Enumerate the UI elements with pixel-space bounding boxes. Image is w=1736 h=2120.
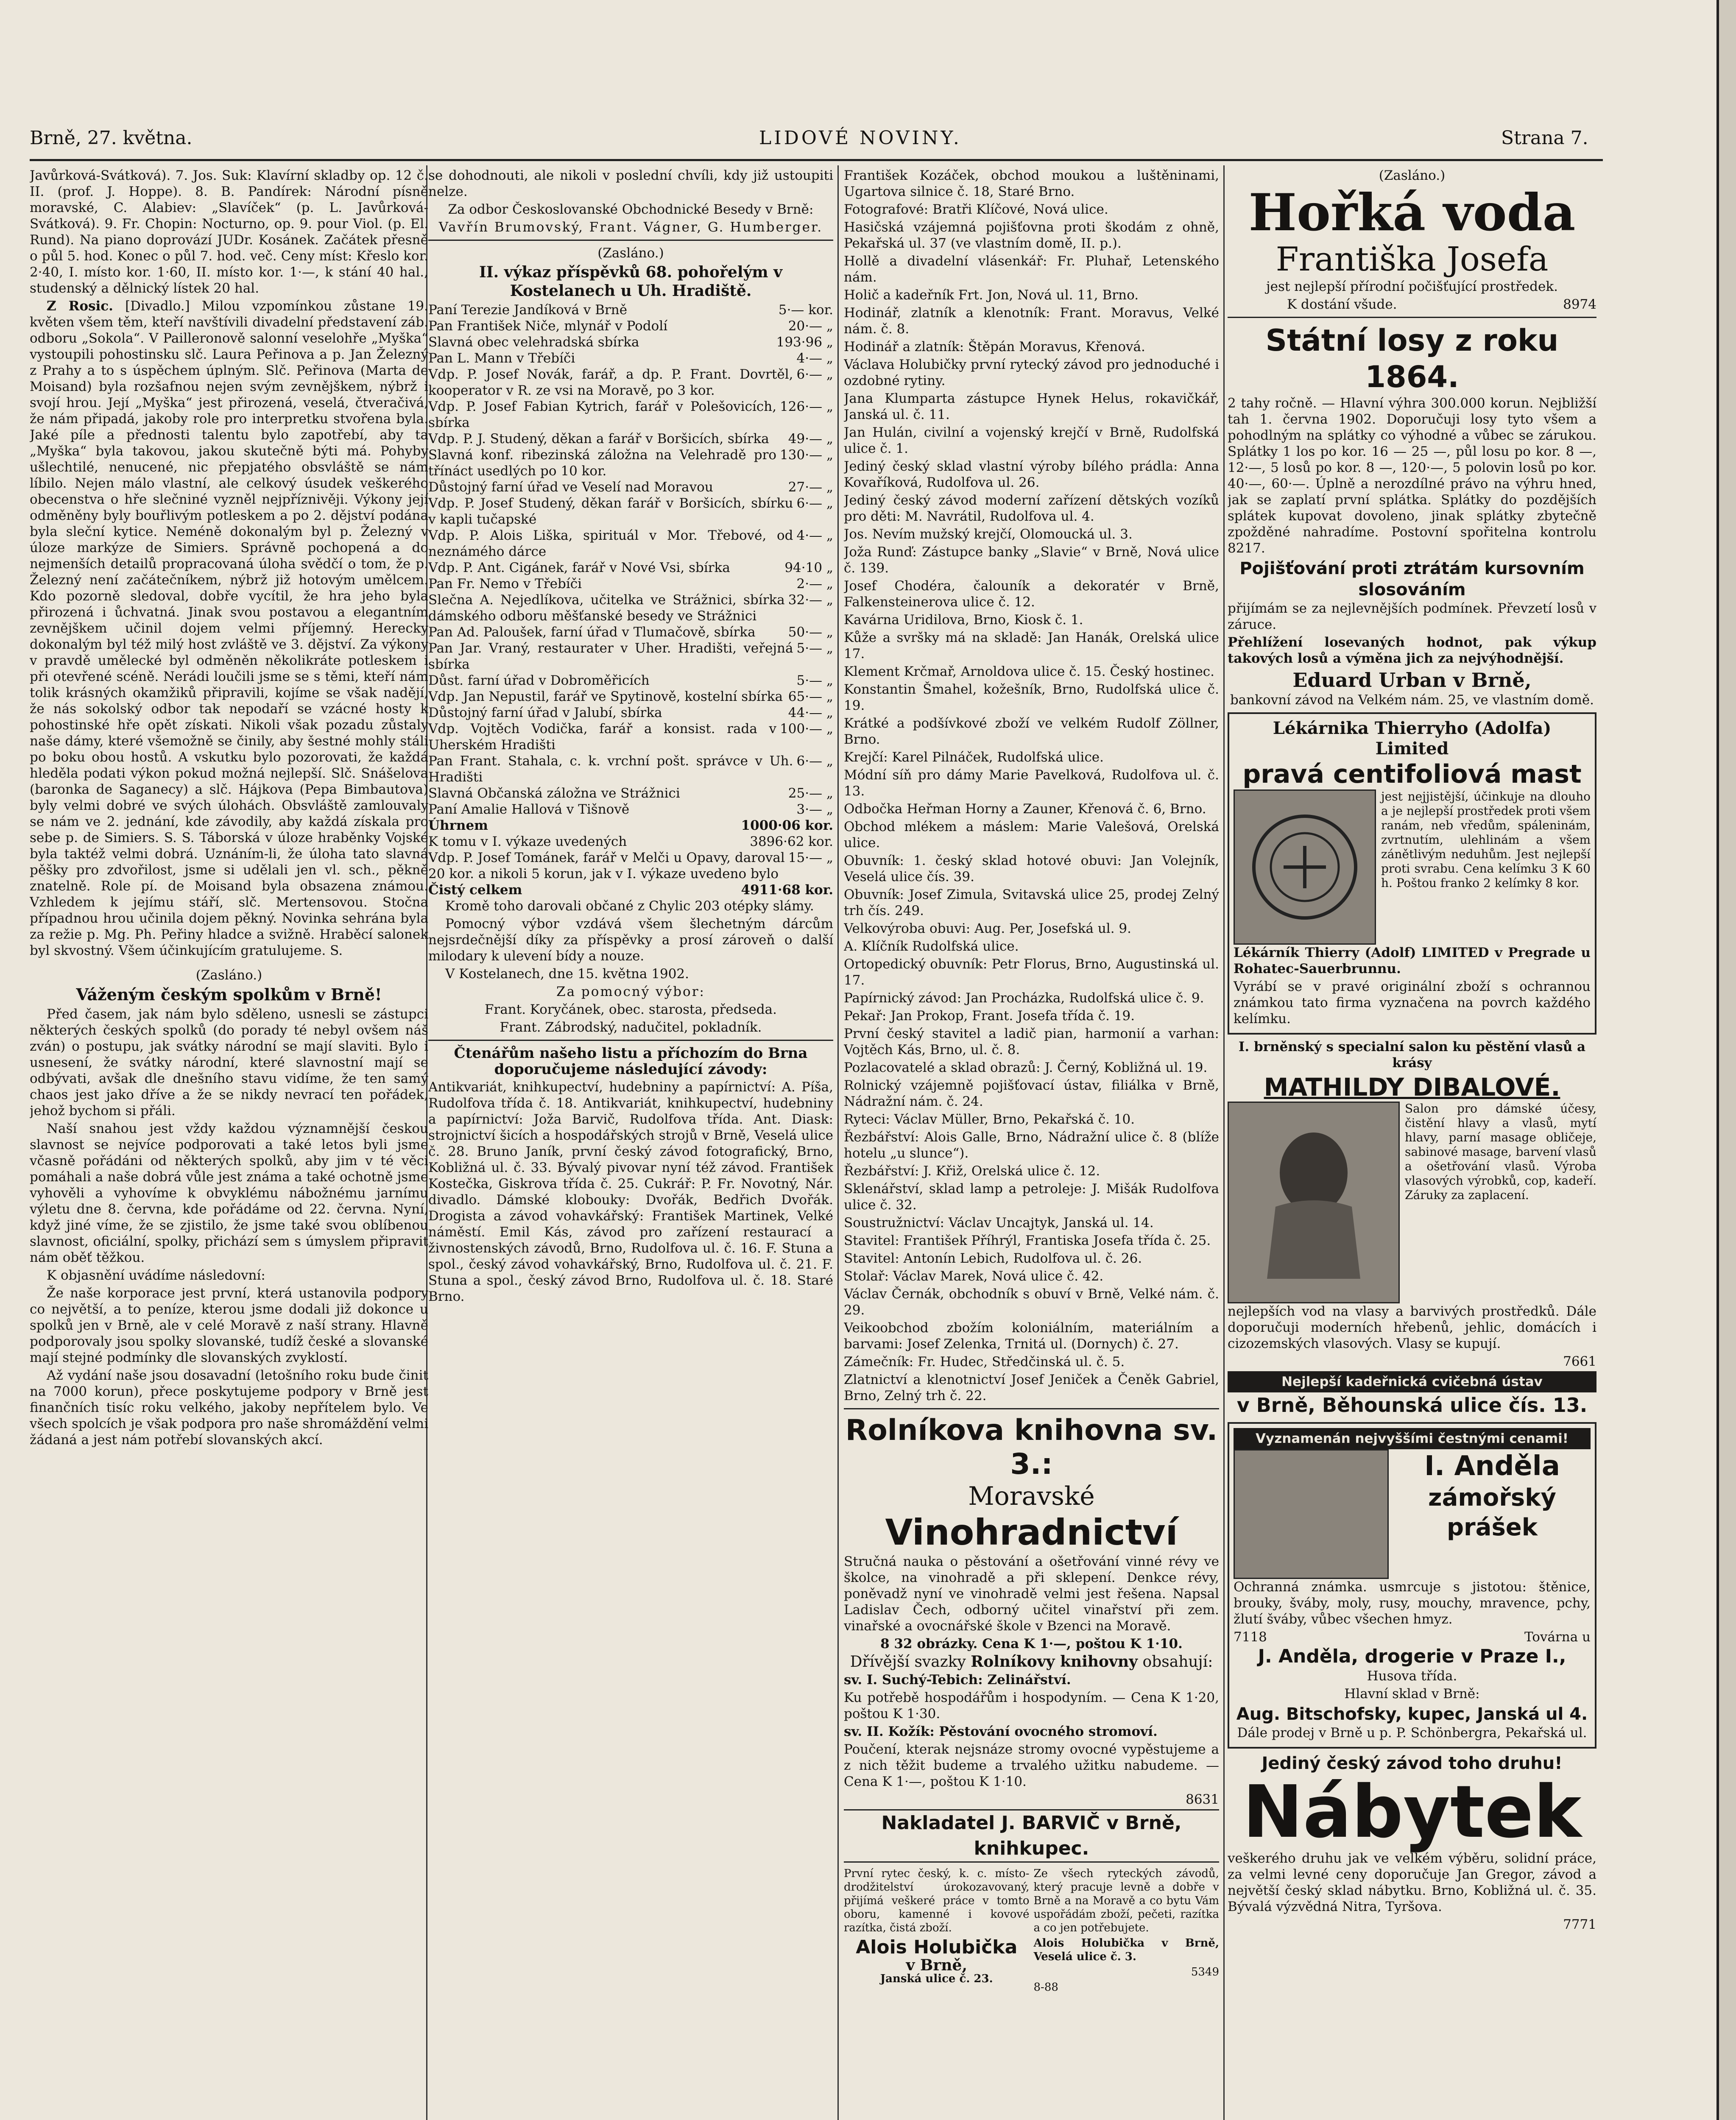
firm-entry: Soustružnictví: Václav Uncajtyk, Janská ul. 14. — [844, 1215, 1154, 1230]
straw-note: Kromě toho darovali občané z Chylic 203 otépky slámy. — [445, 898, 814, 914]
firm-entry: Kavárna Uridilova, Brno, Kiosk č. 1. — [844, 612, 1083, 628]
page-header — [30, 127, 1599, 157]
donor-name: Pan Frant. Stahala, c. k. vrchní pošt. správce v Uh. Hradišti — [428, 753, 793, 785]
donation-amount: 2·— „ — [796, 576, 833, 591]
holubicka-right — [1030, 1867, 1220, 1996]
firm-entry: Veikoobchod zbožím koloniálním, materiálním a barvami: Josef Zelenka, Trnitá ul. (Dornych) č. 27. — [844, 1320, 1219, 1352]
net-total-label: Čistý celkem — [428, 882, 522, 898]
firm-entry: Stavitel: Antonín Lebich, Rudolfova ul. č. 26. — [844, 1251, 1142, 1266]
firm-entry: Hodinář a zlatník: Štěpán Moravus, Křenová. — [844, 339, 1145, 354]
rosic-heading: Z Rosic. — [47, 298, 113, 314]
firm-entry: Hasičská vzájemná pojišťovna proti škodám z ohně, Pekařská ul. 37 (ve vlastním domě, II. p.). — [844, 220, 1219, 251]
closing-text: Až vydání naše jsou dosavadní (letošního roku bude činit na 7000 korun), přece poskytujeme podpory v Brně jest finančních tisíc roku velkého, jakoby nepřítelem bylo. Ve všech spolcích je však podpora pro naše shromáždění velmi žádaná a jest nám potřebí slovanských akcí. — [30, 1368, 428, 1448]
knihovna-price: 8 32 obrázky. Cena K 1·—, poštou K 1·10. — [880, 1636, 1183, 1651]
donation-amount: 193·96 „ — [776, 335, 833, 350]
column-divider — [837, 165, 839, 2120]
ad-code: 7118 — [1234, 1629, 1267, 1645]
dibal-address: v Brně, Běhounská ulice čís. 13. — [1236, 1394, 1588, 1417]
firm-entry: Konstantin Šmahel, kožešník, Brno, Rudolfská ulice č. 19. — [844, 682, 1219, 713]
thierry-lekarna: Lékárník Thierry (Adolf) LIMITED v Pregrade u Rohatec-Sauerbrunnu. — [1234, 945, 1591, 976]
thanks-note: Pomocný výbor vzdává všem šlechetným dárcům nejsrdečnější díky za příspěvky a prosí zároveň o další milodary k ulevení bídy a nouze. — [428, 916, 833, 964]
total-row — [428, 817, 833, 834]
correction-row — [428, 850, 833, 882]
donor-name: Slavná obec velehradská sbírka — [428, 335, 639, 350]
zaslano-label: (Zasláno.) — [195, 968, 262, 983]
donation-amount: 65·— „ — [788, 689, 833, 704]
total-label: Úhrnem — [428, 818, 488, 833]
firm-entry: František Kozáček, obchod moukou a luštěninami, Ugartova silnice č. 18, Staré Brno. — [844, 168, 1219, 199]
donor-name: Důst. farní úřad v Dobroměřicích — [428, 673, 650, 688]
header-page: Strana 7. — [1501, 127, 1588, 149]
objasneni-text: Že naše korporace jest první, která ustanovila podpory co největší, a to peníze, kterou jsme dodali již dokonce u spolků jen v Brně, ale v celé Moravě z naší strany. Hlavně podporovaly jsou spolky slovanské, tudíž české a slovanské mají stejné podmínky dle slovanských zvyklostí. — [30, 1286, 428, 1365]
firm-entry: Jan Hulán, civilní a vojenský krejčí v Brně, Rudolfská ulice č. 1. — [844, 425, 1219, 456]
firm-entry: Klement Krčmař, Arnoldova ulice č. 15. Český hostinec. — [844, 664, 1215, 679]
donation-row — [428, 350, 833, 366]
donation-row — [428, 592, 833, 624]
holubicka-city: v Brně, — [906, 1956, 967, 1974]
donation-row — [428, 560, 833, 576]
previous-label: K tomu v I. výkaze uvedených — [428, 834, 627, 849]
donation-row — [428, 705, 833, 721]
donation-row — [428, 431, 833, 447]
ad-code: 7771 — [1563, 1917, 1596, 1932]
andel-top: Vyznamenán nejvyššími čestnými cenami! — [1234, 1428, 1591, 1449]
donation-row — [428, 689, 833, 705]
vykaz-title: II. výkaz příspěvků 68. pohořelým v Kostelanech u Uh. Hradiště. — [479, 263, 783, 300]
donation-amount: 6·— „ — [796, 367, 833, 382]
donor-name: Vdp. P. J. Studený, děkan a farář v Boršicích, sbírka — [428, 431, 769, 446]
donor-name: Důstojný farní úřad ve Veselí nad Moravou — [428, 480, 713, 495]
donor-name: Slavná Občanská záložna ve Strážnici — [428, 786, 680, 801]
svazek2-text: Poučení, kterak nejsnáze stromy ovocné vypěstujeme a z nich těžit budeme a trvalého užitku nabudeme. — Cena K 1·—, poštou K 1·10. — [844, 1742, 1219, 1789]
dibal-body — [1228, 1102, 1596, 1303]
firm-entry: Ryteci: Václav Müller, Brno, Pekařská č. 10. — [844, 1112, 1135, 1127]
firm-entry: Stavitel: František Příhrýl, Frantiska Josefa třída č. 25. — [844, 1233, 1211, 1248]
donor-name: Slavná konf. ribezinská záložna na Velehradě pro třínáct usedlých po 10 kor. — [428, 447, 777, 479]
signature-intro: Za odbor Českoslovanské Obchodnické Besedy v Brně: — [448, 202, 814, 217]
donation-row — [428, 624, 833, 640]
net-total-row — [428, 882, 833, 898]
donation-amount: 130·— „ — [780, 447, 833, 463]
dibal-title: MATHILDY DIBALOVÉ. — [1264, 1073, 1560, 1102]
firm-entry: Fotografové: Bratři Klíčové, Nová ulice. — [844, 202, 1108, 217]
firm-entry: Krátké a podšívkové zboží ve velkém Rudolf Zöllner, Brno. — [844, 716, 1219, 747]
donation-row — [428, 399, 833, 431]
firm-directory: Antikvariát, knihkupectví, hudebniny a papírnictví: A. Píša, Rudolfova třída č. 18. Antikvariát, knihkupectví, hudebniny a papírnictví: Joža Barvič, Rudolfova třída. Ant. Diask: strojnictví šicích a hospodářských strojů v Brně, Veselá ulice č. 28. Bruno Janík, první český závod fotografický, Brno, Kobližná ul. č. 33. Bývalý pivovar nyní též závod. František Kostečka, Giskrova třída č. 25. Cukrář: P. Fr. Novotný, Nár. divadlo. Dámské klobouky: Dvořák, Bedřich Dvořák. Drogista a závod vohavkářský: František Martinek, Velké náměstí. Emil Kás, závod pro zařízení restaurací a živnostenských závodů, Brno, Rudolfova ul. č. 16. F. Stuna a spol., český závod vohavkářský, Brno, Rudolfova ul. č. 21. F. Stuna a spol., český závod Brno, Rudolfova ul. č. 18. Staré Brno. — [428, 1080, 833, 1304]
net-total-amount: 4911·68 kor. — [741, 882, 833, 898]
donation-row — [428, 447, 833, 479]
thierry-seal-image — [1234, 789, 1376, 945]
committee-sig-2: Frant. Zábrodský, nadučitel, pokladník. — [500, 1020, 762, 1035]
donation-row — [428, 302, 833, 318]
nakladatel-line: Nakladatel J. BARVIČ v Brně, knihkupec. — [844, 1809, 1219, 1863]
losy-text: 2 tahy ročně. — Hlavní výhra 300.000 korun. Nejbližší tah 1. června 1902. Doporučuji losy tyto všem a pohodlným na splátky co výhodné a vůbec se zárukou. Splátky 1 los po kor. 16 — 25 —, půl losu po kor. 8 —, 12·—, 5 losů po kor. 8 —, 120·—, 5 polovin losů po kor. 40·—, 60·—. Úplně a nerozdílné právo na výhru hned, jak se zaplatí první splátka. Splátky do pozdějších splátek kupovat dovoleno, jinak splátky zbytečně zpožděné nahradíme. Postovní spořitelna kontrolu 8217. — [1228, 396, 1596, 556]
nabytek-text: veškerého druhu jak ve velkém výběru, solidní práce, za velmi levné ceny doporučuje Jan Gregor, závod a největší český sklad nábytku. Brno, Kobližná ul. č. 35. Bývalá výzvědná Nitra, Tyršova. — [1228, 1851, 1596, 1914]
andel-row — [1234, 1629, 1591, 1645]
holubicka-text2: Ze všech ryteckých závodů, který pracuje levně a dobře v Brně a na Moravě a co bytu Vám uspořádám zboží, pečeti, razítka a co jen potřebujete. — [1033, 1867, 1219, 1934]
donation-amount: 126·— „ — [780, 399, 833, 414]
firm-entry: Krejčí: Karel Pilnáček, Rudolfská ulice. — [844, 750, 1104, 765]
donor-name: Důstojný farní úřad v Jalubí, sbírka — [428, 705, 662, 720]
donation-row — [428, 366, 833, 399]
donation-amount: 50·— „ — [788, 625, 833, 640]
holubicka-text: První rytec český, k. c. místo-drodžitelství úrokozavovaný, přijímá veškeré práce v tomto oboru, kamenné i kovové razítka, čistá zboží. — [844, 1867, 1030, 1934]
knihovna-text: Stručná nauka o pěstování a ošetřování vinné révy ve školce, na vinohradě a při sklepení. Denkce révy, poněvadž nyní ve vinohradě velmi jest řešena. Napsal Ladislav Čech, odborný učitel vinařství při zem. vinařské a ovocnářské škole v Bzenci na Moravě. — [844, 1554, 1219, 1634]
donor-name: Pan Fr. Nemo v Třebíči — [428, 576, 582, 591]
andel-sklad: Hlavní sklad v Brně: — [1344, 1686, 1480, 1702]
donor-name: Paní Amalie Hallová v Tišnově — [428, 802, 630, 817]
donation-row — [428, 640, 833, 672]
header-date: Brně, 27. května. — [30, 127, 193, 149]
dibal-image — [1228, 1102, 1400, 1303]
holubicka-name: Alois Holubička — [856, 1936, 1018, 1958]
andel-ad — [1228, 1422, 1596, 1749]
firm-entry: Rolnický vzájemně pojišťovací ústav, filiálka v Brně, Nádražní nám. č. 24. — [844, 1078, 1219, 1109]
donor-name: Vdp. P. Josef Novák, farář, a dp. P. Frant. Dovrtěl, kooperator v R. ze vsi na Moravě, po 3 kor. — [428, 367, 793, 398]
andel-tovarna: Továrna u — [1524, 1629, 1591, 1645]
firm-entry: První český stavitel a ladič pian, harmonií a varhan: Vojtěch Kás, Brno, ul. č. 8. — [844, 1026, 1219, 1057]
firm-list — [844, 201, 1219, 1404]
donor-name: Pan Ad. Paloušek, farní úřad v Tlumačově, sbírka — [428, 625, 756, 640]
firm-entry: Obchod mlékem a máslem: Marie Valešová, Orelská ulice. — [844, 819, 1219, 851]
firm-entry: Jediný český sklad vlastní výroby bílého prádla: Anna Kovaříková, Rudolfova ul. 26. — [844, 459, 1219, 490]
andel-product: zámořský prášek — [1428, 1484, 1556, 1541]
donation-amount: 94·10 „ — [784, 560, 833, 575]
rolnikovy-label: Rolníkovy knihovny — [971, 1653, 1138, 1671]
ad-code: 5349 — [1191, 1966, 1219, 1978]
andel-bitsch: Aug. Bitschofsky, kupec, Janská ul 4. — [1236, 1704, 1588, 1724]
firm-entry: Zámečník: Fr. Hudec, Středčinská ul. č. 5. — [844, 1354, 1125, 1370]
andel-head — [1234, 1449, 1591, 1579]
nabytek-title: Nábytek — [1242, 1770, 1582, 1854]
andel-dale: Dále prodej v Brně u p. P. Schönbergra, Pekařská ul. — [1237, 1725, 1587, 1741]
donation-row — [428, 334, 833, 350]
separator — [1228, 317, 1596, 318]
signature-names: Vavřín Brumovský, Frant. Vágner, G. Humberger. — [438, 220, 823, 235]
firm-entry: Jediný český závod moderní zařízení dětských vozíků pro děti: M. Navrátil, Rudolfova ul. 4. — [844, 493, 1219, 524]
firm-entry: Joža Runď: Zástupce banky „Slavie“ v Brně, Nová ulice č. 139. — [844, 544, 1219, 576]
nasi-text: Naší snahou jest vždy každou významnější českou slavnost se nejvíce podporovati a také letos byli jsme včasně pořádáni od některých spolků, aby jim v té věci pomáhali a naše dobrá vůle jest známa a také ochotně jsme vyhověli a vyhovíme k obvyklému nábožnému jarnímu výletu dne 8. června, kde pořádáme od 22. června. Nyní, když jiné víme, že se zjistilo, že jsme také svou oblíbenou slavnost, oficiální, spolky, přichází sem s úmyslem připravit nám oběť těžkou. — [30, 1121, 428, 1265]
thierry-text: jest nejjistější, účinkuje na dlouho a je nejlepší prostředek proti všem ranám, neb vředům, spáleninám, zvrtnutím, ulehlinám a všem zánětlivým neduhům. Jest nejlepší proti svrabu. Cena kelímku 3 K 60 h. Poštou franko 2 kelímky 8 kor. — [1381, 789, 1591, 890]
firm-entry: Zlatnictví a klenotnictví Josef Jeniček a Čeněk Gabriel, Brno, Zelný trh č. 22. — [844, 1372, 1219, 1403]
donation-amount: 25·— „ — [788, 786, 833, 801]
previous-amount: 3896·62 kor. — [750, 834, 833, 849]
dibal-school: Nejlepší kadeřnická cvičebná ústav — [1228, 1371, 1596, 1392]
losy-title: Státní losy z roku 1864. — [1265, 323, 1559, 394]
column-2 — [428, 167, 833, 2120]
vazenym-text: Před časem, jak nám bylo sděleno, usnesli se zástupci některých českých spolků (do porady té nebyl ovšem náš zván) o postupu, jak svátky národní se mají slaviti. Bylo i usnesení, že svátky národní, které slavnostní mají se odbývati, avšak dle dnešního stavu vidíme, že ten samý chaos jest jako dříve a že se nikdy nevrací ten pořádek, jehož bychom si přáli. — [30, 1007, 428, 1119]
recommend-heading: Čtenářům našeho listu a příchozím do Brna doporučujeme následující závody: — [454, 1045, 808, 1078]
donation-amount: 6·— „ — [796, 753, 833, 769]
column-divider — [1223, 165, 1225, 2120]
firm-entry: Sklenářství, sklad lamp a petroleje: J. Mišák Rudolfova ulice č. 32. — [844, 1181, 1219, 1213]
horka-text: jest nejlepší přírodní počišťující prostředek. — [1266, 279, 1558, 294]
knihovna-sub1: Moravské — [968, 1481, 1095, 1511]
dibal-top: I. brněnský s specialní salon ku pěstění vlasů a krásy — [1238, 1039, 1586, 1071]
date-place: V Kostelanech, dne 15. května 1902. — [445, 966, 689, 982]
firm-entry: Hodinář, zlatník a klenotník: Frant. Moravus, Velké nám. č. 8. — [844, 305, 1219, 337]
firm-entry: Módní síň pro dámy Marie Pavelková, Rudolfova ul. č. 13. — [844, 767, 1219, 799]
page-edge — [1719, 0, 1736, 2120]
firm-entry: Hollě a divadelní vlásenkář: Fr. Pluhař, Letenského nám. — [844, 254, 1219, 285]
firm-entry: Jos. Nevím mužský krejčí, Olomoucká ul. 3. — [844, 527, 1133, 542]
andel-text: Ochranná známka. usmrcuje s jistotou: štěnice, brouky, šváby, moly, rusy, mouchy, mravence, pchy, žlutí šváby, vůbec všechen hmyz. — [1234, 1579, 1591, 1627]
horka-sub: Františka Josefa — [1275, 240, 1549, 279]
donation-row — [428, 721, 833, 753]
thierry-ad — [1228, 712, 1596, 1035]
zaslano-label: (Zasláno.) — [597, 245, 664, 261]
article-end: se dohodnouti, ale nikoli v poslední chvíli, kdy již ustoupiti nelze. — [428, 168, 833, 199]
thierry-body — [1234, 789, 1591, 945]
donor-name: Pan František Niče, mlynář v Podolí — [428, 318, 668, 334]
previous-row — [428, 834, 833, 850]
seal-icon — [1245, 808, 1364, 926]
separator — [428, 240, 833, 241]
donor-name: Vdp. Jan Nepustil, farář ve Spytinově, kostelní sbírka — [428, 689, 783, 704]
concert-program: Javůrková-Svátková). 7. Jos. Suk: Klavírní skladby op. 12 č. II. (prof. J. Hoppe). 8. B. Pandírek: Národní písně moravské, C. Alabiev: „Slavíček“ (p. L. Javůrková-Svátková). 9. Fr. Chopin: Nocturno, op. 9. pour Viol. (p. El. Rund). Na piano doprovází JUDr. Kosánek. Začátek přesně o půl 5. hod. Konec o půl 7. hod. več. Ceny míst: Křeslo kor. 2·40, I. místo kor. 1·60, II. místo kor. 1·—, k stání 40 hal., studenský a dělnický lístek 20 hal. — [30, 168, 428, 296]
donation-row — [428, 527, 833, 560]
dibal-text2: nejlepších vod na vlasy a barvivých prostředků. Dále doporučuji moderních hřebenů, jehlic, domácích i cizozemských vlasových. Vlasy se kupují. — [1228, 1304, 1596, 1351]
firm-entry: Odbočka Heřman Horny a Zauner, Křenová č. 6, Brno. — [844, 801, 1206, 817]
donor-name: Slečna A. Nejedlíkova, učitelka ve Strážnici, sbírka dámského odboru měšťanské besedy ve Strážnici — [428, 592, 785, 624]
holubicka-ad — [844, 1867, 1219, 1996]
firm-entry: Řezbářství: Alois Galle, Brno, Nádražní ulice č. 8 (blíže hotelu „u slunce“). — [844, 1130, 1219, 1161]
donation-amount: 49·— „ — [788, 431, 833, 446]
donation-row — [428, 479, 833, 495]
thierry-title: Lékárnika Thierryho (Adolfa) Limited — [1273, 718, 1552, 759]
donor-name: Vdp. P. Ant. Cigánek, farář v Nové Vsi, sbírka — [428, 560, 730, 575]
knihovna-sub2: Vinohradnictví — [885, 1512, 1178, 1553]
pojistovani-title: Pojišťování proti ztrátám kursovním slosováním — [1239, 559, 1585, 600]
horka-row — [1228, 296, 1596, 312]
donation-amount: 4·— „ — [796, 351, 833, 366]
donation-amount: 5·— „ — [796, 641, 833, 656]
andel-titles — [1394, 1449, 1591, 1579]
firm-entry: Jana Klumparta zástupce Hynek Helus, rokavičkář, Janská ul. č. 11. — [844, 391, 1219, 422]
donation-row — [428, 801, 833, 817]
knihovna-title: Rolníkova knihovna sv. 3.: — [845, 1414, 1218, 1481]
ad-code: 8-88 — [1033, 1981, 1058, 1994]
firm-entry: Václav Černák, obchodník s obuví v Brně, Velké nám. č. 29. — [844, 1286, 1219, 1318]
header-title: LIDOVÉ NOVINY. — [759, 127, 962, 149]
ad-code: 8974 — [1563, 297, 1596, 312]
donor-name: Pan L. Mann v Třebíči — [428, 351, 575, 366]
thierry-main: pravá centifoliová mast — [1242, 759, 1582, 789]
firm-entry: Řezbářství: J. Křiž, Orelská ulice č. 12. — [844, 1163, 1100, 1179]
firm-entry: Pekař: Jan Prokop, Frant. Josefa třída č. 19. — [844, 1008, 1135, 1024]
andel-firm: J. Anděla, drogerie v Praze I., — [1258, 1646, 1566, 1667]
header-rule — [30, 159, 1603, 161]
horka-dostani: K dostání všude. — [1287, 297, 1397, 312]
committee-sig-1: Frant. Koryčánek, obec. starosta, předseda. — [484, 1002, 777, 1017]
firm-entry: Papírnický závod: Jan Procházka, Rudolfská ulice č. 9. — [844, 990, 1204, 1006]
urban-sub: bankovní závod na Velkém nám. 25, ve vlastním domě. — [1230, 692, 1594, 708]
correction-label: Vdp. P. Josef Tománek, farář v Melči u Opavy, daroval 20 kor. a nikoli 5 korun, jak v I. výkaze uvedeno bylo — [428, 850, 785, 881]
nabytek-top: Jediný český závod toho druhu! — [1262, 1754, 1563, 1773]
donation-amount: 20·— „ — [788, 318, 833, 334]
committee-label: Za pomocný výbor: — [556, 984, 705, 999]
donation-row — [428, 785, 833, 801]
ad-code: 7661 — [1563, 1354, 1596, 1369]
firm-entry: Holič a kadeřník Frt. Jon, Nová ul. 11, Brno. — [844, 287, 1139, 303]
thierry-note: Vyrábí se v pravé originální zboží s ochrannou známkou tato firma vyznačena na povrch každého kelímku. — [1234, 979, 1591, 1027]
donation-row — [428, 495, 833, 527]
donation-amount: 4·— „ — [796, 528, 833, 543]
firm-entry: Obuvník: 1. český sklad hotové obuvi: Jan Volejník, Veselá ulice čís. 39. — [844, 853, 1219, 884]
andel-image — [1234, 1449, 1389, 1579]
svazek1-text: Ku potřebě hospodářům i hospodyním. — Cena K 1·20, poštou K 1·30. — [844, 1690, 1219, 1721]
woman-hair-icon — [1250, 1122, 1377, 1283]
zaslano-label: (Zasláno.) — [1379, 168, 1446, 183]
holubicka-sign: Alois Holubička v Brně, Veselá ulice č. 3. — [1033, 1937, 1219, 1963]
firm-entry: A. Klíčník Rudolfská ulice. — [844, 939, 1019, 954]
dibal-text: Salon pro dámské účesy, čistění hlavy a vlasů, mytí hlavy, parní masage obličeje, sabinové masage, barvení vlasů a ošetřování vlasů. Výroba vlasových výrobků, cop, kadeří. Záruky za zaplacení. — [1405, 1102, 1596, 1202]
donation-row — [428, 753, 833, 785]
donor-name: Vdp. P. Alois Liška, spirituál v Mor. Třebové, od neznámého dárce — [428, 528, 793, 559]
objasneni-heading: K objasnění uvádíme následovní: — [47, 1268, 265, 1283]
holubicka-left — [844, 1867, 1030, 1996]
donation-amount: 3·— „ — [796, 802, 833, 817]
drivejsi-label: Dřívější svazky — [850, 1653, 966, 1671]
donor-name: Pan Jar. Vraný, restaurater v Uher. Hradišti, veřejná sbírka — [428, 641, 793, 672]
column-1 — [30, 167, 428, 2120]
donor-name: Vdp. Vojtěch Vodička, farář a konsist. rada v Uherském Hradišti — [428, 721, 777, 753]
rosic-article: [Divadlo.] Milou vzpomínkou zůstane 19. květen všem těm, kteří navštívili divadelní představení záb. odboru „Sokola“. V Pailleronově salonní veselohře „Myška“ vystoupili pohostinsku slč. Laura Peřinova a p. Jan Železný z Prahy a to s úspěchem úplným. Slč. Peřinova (Marta de Moisand) byla rozšafnou nejen svým zevnějškem, nýbrž i svojí hrou. Její „Myška“ jest přirozená, veselá, čtveračivá, že nám připadá, jakoby role pro interpretku stvořena byla. Jaké píle a přednosti talentu bylo zapotřebí, aby ta „Myška“ byla takovou, jakou skutečně býti má. Pohyby ušlechtilé, nenucené, nic přepjatého obsvláště se nám líbilo. Nejen málo vlastní, ale celkový úsudek veškerého obecenstva o hře slečniné vyzněl nejpříznivěji. Výkony její odměněny byly bouřlivým potleskem a po 2. dějství podána byla sleční kytice. Neméně dokonalým byl p. Železný v úloze markýze de Simiers. Správně pochopená a do nejmenších detailů propracovaná úloha svědčí o tom, že p. Železný není začátečníkem, nýbrž již hotovým umělcem. Kdo pozorně sledoval, dobře vycítil, že hra jeho byla přirozená i ůchvatná. Jinak svou postavou a elegantním zevnějškem učinil dojem velmi příjemný. Herecky dokonalým byl též milý host zvláště ve 3. dějství. Za výkony v pravdě umělecké byl odměněn několikráte potleskem i při otevřené scéně. Nerádi loučili jsme se s těmi, kteří nám tolik krásných okamžiků připravili, kojíme se však nadějí, že nás sokolský odbor tak nepodaří se vzácné hosty k pohostinské hře opět získati. Nikoli však pozadu zůstaly naše dámy, které všemožně se činily, aby šestné mohly stáli po boku obou hostů. A vskutku bylo pozorovati, že každá hleděla podati výkon pokud možná nejlepší. Slč. Snášelova (baronka de Saganecy) a slč. Hájkova (Pepa Bimbautova) byly velmi dobré ve svých úlohách. Obsvláště zamlouvaly se nám ve 2. jednání, kde závodily, aby každá získala pro sebe p. de Simiers. S. S. Táborská v úloze hraběnky Vojské byla taktéž velmi dobrá. Uznáním-li, že úloha tato slavná pěšky pro zdvořilost, jsme si udělali jen vl. sch., pěkně znatelně. Role pí. de Moisand byla obsazena známou. Vzhledem k jejímu stáří, slč. Mertensovou. Stočna případnou hrou učinila dojem pěkný. Novinka sehrána byla za režie p. Mg. Ph. Peřiny hladce a svižně. Hraběcí salonek byl skvostný. Všem účinkujícím gratulujeme. S. — [30, 298, 428, 958]
donation-amount: 6·— „ — [796, 496, 833, 511]
andel-name: I. Anděla — [1424, 1451, 1560, 1482]
column-4 — [1228, 167, 1596, 2120]
donation-list — [428, 302, 833, 817]
firm-entry: Velkovýroba obuvi: Aug. Per, Josefská ul. 9. — [844, 921, 1131, 936]
correction-amount: 15·— „ — [788, 850, 833, 865]
firm-entry: Stolař: Václav Marek, Nová ulice č. 42. — [844, 1269, 1104, 1284]
firm-entry: Václava Holubičky první rytecký závod pro jednoduché i ozdobné rytiny. — [844, 357, 1219, 388]
firm-entry: Obuvník: Josef Zimula, Svitavská ulice 25, prodej Zelný trh čís. 249. — [844, 887, 1219, 918]
donation-amount: 5·— „ — [796, 673, 833, 688]
pojistovani-text: přijímám se za nejlevnějších podmínek. Převzetí losů v záruce. — [1228, 601, 1596, 632]
donation-row — [428, 576, 833, 592]
vazenym-heading: Váženým českým spolkům v Brně! — [76, 985, 382, 1004]
donation-amount: 5·— kor. — [778, 302, 833, 318]
donation-row — [428, 672, 833, 689]
page-edge-line — [1716, 0, 1719, 2120]
separator — [844, 1408, 1219, 1409]
urban-name: Eduard Urban v Brně, — [1292, 669, 1532, 692]
donation-amount: 44·— „ — [788, 705, 833, 720]
donation-amount: 32·— „ — [788, 592, 833, 608]
prehled-text: Přehlížení losevaných hodnot, pak výkup takových losů a výměna jich za nejvýhodnější. — [1228, 635, 1596, 666]
donor-name: Paní Terezie Jandíková v Brně — [428, 302, 628, 318]
obsahuji-label: obsahují: — [1142, 1653, 1213, 1671]
svazek2-title: sv. II. Kožík: Pěstování ovocného stromoví. — [844, 1724, 1158, 1739]
ad-code: 8631 — [1186, 1792, 1219, 1807]
firm-entry: Pozlacovatelé a sklad obrazů: J. Černý, Kobližná ul. 19. — [844, 1060, 1208, 1075]
donation-amount: 27·— „ — [788, 480, 833, 495]
donor-name: Vdp. P. Josef Studený, děkan farář v Boršicích, sbírku v kapli tučapské — [428, 496, 793, 527]
total-amount: 1000·06 kor. — [741, 818, 833, 833]
column-3 — [844, 167, 1219, 2120]
firm-entry: Kůže a svršky má na skladě: Jan Hanák, Orelská ulice 17. — [844, 630, 1219, 661]
andel-street: Husova třída. — [1367, 1668, 1457, 1684]
svazek1-title: sv. I. Suchý-Tebich: Zelinářství. — [844, 1672, 1071, 1688]
firm-entry: Ortopedický obuvník: Petr Florus, Brno, Augustinská ul. 17. — [844, 957, 1219, 988]
donor-name: Vdp. P. Josef Fabian Kytrich, farář v Polešovicích, sbírka — [428, 399, 777, 430]
firm-entry: Josef Chodéra, čalouník a dekoratér v Brně, Falkensteinerova ulice č. 12. — [844, 578, 1219, 610]
separator — [428, 1040, 833, 1041]
donation-amount: 100·— „ — [780, 721, 833, 736]
donation-row — [428, 318, 833, 334]
holubicka-street: Janská ulice č. 23. — [880, 1972, 993, 1985]
horka-title: Hořká voda — [1248, 183, 1576, 243]
